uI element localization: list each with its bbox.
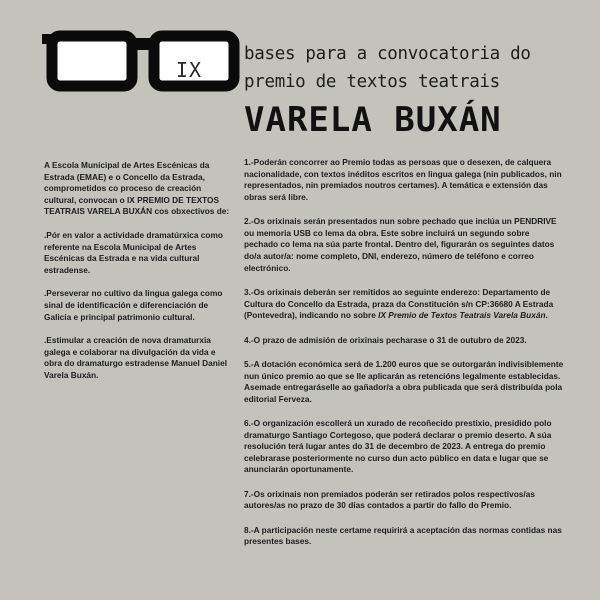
base-3-end: .: [545, 310, 548, 321]
base-2: 2.-Os orixinais serán presentados nun sobre pechado que inclúa un PENDRIVE ou memoria USB co lema da obra. Este sobre incluirá un segundo sobre pechado co lema na súa parte frontal. Dentro del, figurarán os seguintes datos do/a autor/a: nome completo, DNI, enderezo, número de teléfono e correo electrónico.: [244, 216, 557, 273]
base-3: [244, 287, 564, 322]
subtitle-line-2: premio de textos teatrais: [244, 72, 500, 92]
base-4: 4.-O prazo de admisión de orixinais pecharase o 31 de outubro de 2023.: [244, 334, 527, 345]
left-temple: [42, 34, 56, 44]
base-3-prize-name: IX Premio de Textos Teatrais Varela Buxán: [378, 310, 546, 321]
bridge: [130, 38, 156, 50]
bases-column: [244, 157, 564, 561]
objective-3: .Estimular a creación de nova dramaturxia galega e colaborar na divulgación da vida e obra do dramaturgo estradense Manuel Daniel Varela Buxán.: [44, 335, 228, 380]
edition-number: IX: [176, 58, 203, 82]
left-lens: [52, 36, 132, 86]
base-3-text: 3.-Os orixinais deberán ser remitidos ao seguinte enderezo: Departamento de Cultura do Concello da Estrada, praza da Constitución s/n CP:36680 A Estrada (Pontevedra), indicando no sobre: [244, 286, 554, 321]
glasses-logo-icon: [42, 28, 240, 98]
base-5: 5.-A dotación económica será de 1.200 euros que se outorgarán indivisiblemente nun único premio ao que se lle aplicarán as retencións legalmente establecidas. Asemade entregaráselle ao gañador/a a obra publicada que será distribuída pola editorial Ferveza.: [244, 358, 564, 404]
page-title: VARELA BUXÁN: [244, 100, 502, 140]
intro-column: [44, 160, 234, 394]
objective-2: .Perseverar no cultivo da lingua galega como sinal de identificación e diferenciación de Galicia e principal patrimonio cultural.: [44, 288, 223, 322]
subtitle-line-1: bases para a convocatoria do: [244, 44, 531, 64]
base-1: 1.-Poderán concorrer ao Premio todas as persoas que o desexen, de calquera nacionalidade, con textos inéditos escritos en lingua galega (nin publicados, nin representados, nin premiados noutros certames). A temática e extensión das obras será libre.: [244, 157, 562, 202]
intro-lead: A Escola Municipal de Artes Escénicas da Estrada (EMAE) e o Concello da Estrada, comprometidos co proceso de creación cultural, convocan o IX PREMIO DE TEXTOS TEATRAIS VARELA BUXÁN cos obxectivos de:: [44, 160, 230, 217]
base-8: 8.-A participación neste certame requirirá a aceptación das normas contidas nas presentes bases.: [244, 524, 562, 547]
base-7: 7.-Os orixinais non premiados poderán ser retirados polos respectivos/as autores/as no prazo de 30 días contados a partir do fallo do Premio.: [244, 488, 535, 511]
base-6: 6.-O organización escollerá un xurado de recoñecido prestixio, presidido polo dramaturgo Santiago Cortegoso, que poderá declarar o premio deserto. A súa resolución terá lugar antes do 31 de decembro de 2023. A entrega do premio celebrarase posteriormente no curso dun acto público en data e lugar que se anunciarán oportunamente.: [244, 418, 552, 475]
objective-1: .Pór en valor a actividade dramatúrxica como referente na Escola Municipal de Artes Escénicas da Estrada e na vida cultural estradense.: [44, 229, 223, 275]
